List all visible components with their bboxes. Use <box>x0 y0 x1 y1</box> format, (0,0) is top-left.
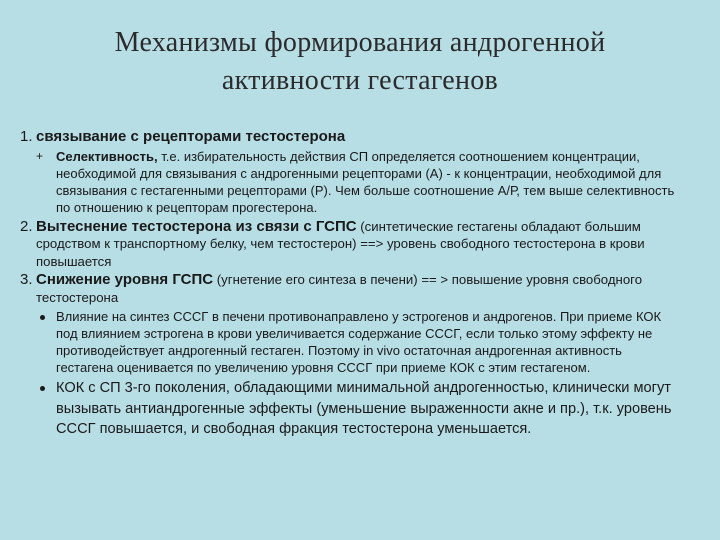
bullet-text: КОК с СП 3-го поколения, обладающими минимальной андрогенностью, клинически могут вызывать антиандрогенные эффекты (уменьшение выраженности акне и пр.), т.к. уровень СССГ повышается, и свободная фракция тестостерона уменьшается. <box>56 380 672 437</box>
item-heading: Вытеснение тестостерона из связи с ГСПС <box>36 217 357 235</box>
bullet-dot-icon <box>40 386 45 391</box>
slide-title <box>0 24 720 100</box>
item-number: 1. <box>20 128 33 145</box>
title-line-2: активности гестагенов <box>221 65 499 96</box>
item-text: (синтетические гестагены обладают большим сродством к транспортному белку, чем тестостерон) ==> уровень свободного тестостерона в крови повышается <box>36 218 645 269</box>
slide-content <box>22 128 702 442</box>
title-line-1: Механизмы формирования андрогенной <box>114 27 606 58</box>
sub-item-selectivity <box>22 148 702 216</box>
item-number: 3. <box>20 271 33 288</box>
item-heading: связывание с рецепторами тестостерона <box>36 128 346 145</box>
plus-marker-icon: + <box>36 148 44 163</box>
item-number: 2. <box>20 217 33 235</box>
item-text: (угнетение его синтеза в печени) == > повышение уровня свободного тестостерона <box>36 272 643 305</box>
bullet-item-1 <box>22 308 702 376</box>
bullet-item-2 <box>22 378 702 440</box>
sub-item-text: т.е. избирательность действия СП определяется соотношением концентрации, необходимой для связывания с андрогенными рецепторами (А) - к концентрации, необходимой для связывания с гестагенными рецепторами (Р). Чем больше соотношение А/Р, тем выше селективность по отношению к рецепторам прогестерона. <box>56 148 675 215</box>
item-heading: Снижение уровня ГСПС <box>36 271 214 288</box>
list-item-2 <box>22 218 702 271</box>
list-item-3 <box>22 271 702 306</box>
bullet-text: Влияние на синтез СССГ в печени противонаправлено у эстрогенов и андрогенов. При приеме КОК под влиянием эстрогена в крови увеличивается содержание СССГ, если только этому эффекту не противодействует андрогенный гестаген. Поэтому in vivo остаточная андрогенная активность гестагена оценивается по увеличению уровня СССГ при приеме КОК с этим гестагеном. <box>56 309 662 375</box>
list-item-1 <box>22 128 702 146</box>
sub-item-bold: Селективность, <box>56 148 158 164</box>
bullet-dot-icon <box>40 315 45 320</box>
